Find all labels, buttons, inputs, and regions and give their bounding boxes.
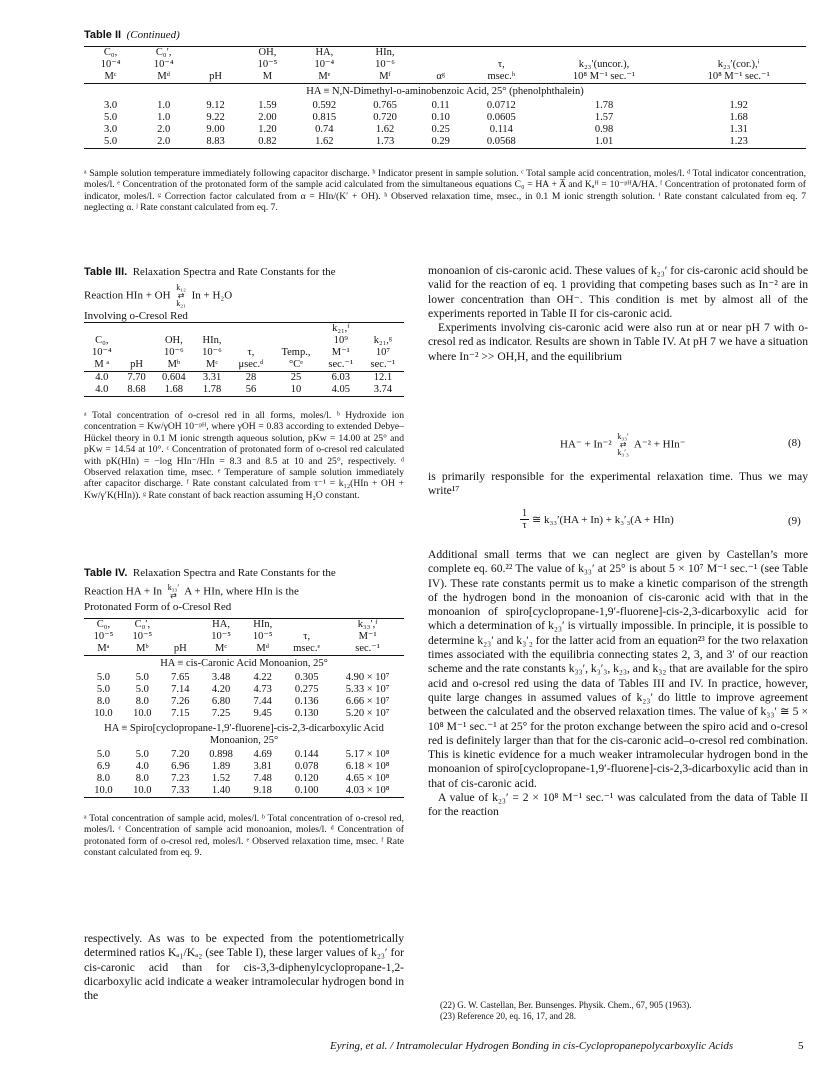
column-header bbox=[190, 47, 241, 60]
table-cell: 8.83 bbox=[206, 136, 225, 147]
table4-section1: HA ≡ cis-Caronic Acid Monoanion, 25° bbox=[160, 658, 328, 669]
table-cell: 8.68 bbox=[127, 384, 146, 395]
column-header: k₃₃′,ᶠ bbox=[357, 619, 378, 630]
column-header: 10⁻⁵ bbox=[93, 631, 114, 642]
column-header: sec.⁻¹ bbox=[355, 643, 380, 654]
table-cell: 9.00 bbox=[206, 124, 225, 135]
table-cell: 5.33 × 10⁷ bbox=[345, 684, 390, 695]
column-header: M⁻¹ bbox=[331, 347, 350, 358]
column-header: 10⁻⁶ bbox=[375, 59, 395, 70]
table-cell: 6.9 bbox=[96, 761, 111, 772]
table-cell: 10.0 bbox=[94, 708, 113, 719]
table-row bbox=[84, 684, 404, 696]
right-body-main bbox=[428, 548, 808, 820]
table-cell: 0.130 bbox=[294, 708, 319, 719]
column-header: M⁻¹ bbox=[358, 631, 377, 642]
table-row bbox=[84, 136, 806, 149]
column-header: Mᶜ bbox=[205, 359, 219, 370]
table2-section: HA ≡ N,N-Dimethyl-o-aminobenzoic Acid, 25° (phenolphthalein) bbox=[306, 86, 584, 97]
column-header: OH, bbox=[164, 335, 183, 346]
table-cell: 1.73 bbox=[375, 136, 395, 147]
right-body-top bbox=[428, 264, 808, 364]
table-cell: 8.0 bbox=[135, 696, 149, 707]
table-cell: 9.12 bbox=[206, 100, 225, 111]
table-cell: 5.17 × 10⁸ bbox=[345, 749, 390, 760]
column-header: k₂₁,ᶠ bbox=[332, 323, 350, 334]
table-cell: 0.82 bbox=[258, 136, 277, 147]
table-cell: 7.23 bbox=[171, 773, 190, 784]
column-header bbox=[415, 47, 466, 60]
table-cell: 9.45 bbox=[253, 708, 272, 719]
column-header: Mᶜ bbox=[215, 643, 228, 654]
table-cell: 6.96 bbox=[171, 761, 190, 772]
table-cell: 0.815 bbox=[312, 112, 337, 123]
table-cell: 1.68 bbox=[164, 384, 184, 395]
column-header: 10⁻⁶ bbox=[202, 347, 222, 358]
table-cell: 4.69 bbox=[253, 749, 272, 760]
table2-notes: ᵃ Sample solution temperature immediately following capacitor discharge. ᵇ Indicator present in sample solution. ᶜ Total sample acid concentration, moles/l. ᵈ Total indicator concentration, moles/l. ᵉ Concentration of the protonated form of the sample acid calculated from the simultaneous equations C₀ = HA + A̅ and Kₐᴴ = 10⁻ᵖᴴA/HA. ᶠ Concentration of protonated form of indicator, moles/l. ᵍ Correction factor calculated from α = HIn/(K′ + OH). ʰ Observed relaxation time, msec., in 0.1 M ionic strength solution. ⁱ Rate constant calculated from eq. 7 neglecting α. ʲ Rate constant calculated from eq. 7. bbox=[84, 168, 806, 214]
equation-9-number: (9) bbox=[788, 515, 801, 527]
table-cell: 7.25 bbox=[211, 708, 231, 719]
table-cell: 3.31 bbox=[202, 372, 222, 383]
table3 bbox=[84, 322, 404, 397]
column-header bbox=[194, 323, 230, 336]
column-header bbox=[272, 323, 320, 336]
column-header: 10⁻⁴ bbox=[100, 59, 121, 70]
column-header: 10⁻⁵ bbox=[132, 631, 153, 642]
table-cell: 8.0 bbox=[96, 696, 111, 707]
column-header: τ, bbox=[303, 631, 311, 642]
column-header: k₂₁,ᵍ bbox=[373, 335, 393, 346]
column-header: 10⁻⁴ bbox=[153, 59, 174, 70]
table-cell: 4.22 bbox=[253, 672, 272, 683]
column-header: Mᵈ bbox=[157, 71, 171, 82]
column-header bbox=[537, 47, 672, 60]
table-row bbox=[84, 708, 404, 720]
table-cell: 4.0 bbox=[95, 384, 109, 395]
column-header: C₀, bbox=[103, 47, 118, 58]
column-header bbox=[162, 631, 199, 643]
column-header: 10⁻⁶ bbox=[164, 347, 184, 358]
table-cell: 5.0 bbox=[96, 672, 111, 683]
column-header: 10⁻⁵ bbox=[252, 631, 273, 642]
column-header: k₂₃′(uncor.), bbox=[578, 59, 630, 70]
column-header: 10⁹ bbox=[333, 335, 348, 346]
table-cell: 7.44 bbox=[253, 696, 272, 707]
equation-8-number: (8) bbox=[788, 437, 801, 449]
table-cell: 5.0 bbox=[135, 672, 149, 683]
table-row bbox=[84, 696, 404, 708]
table-cell: 7.26 bbox=[171, 696, 190, 707]
table-cell: 4.03 × 10⁸ bbox=[345, 785, 390, 796]
table-cell: 1.01 bbox=[594, 136, 614, 147]
table-cell: 6.66 × 10⁷ bbox=[345, 696, 390, 707]
table-cell: 1.23 bbox=[729, 136, 748, 147]
table-cell: 1.89 bbox=[211, 761, 231, 772]
column-header: OH, bbox=[258, 47, 277, 58]
column-header bbox=[671, 47, 806, 60]
column-header bbox=[230, 323, 272, 336]
table-cell: 5.0 bbox=[135, 749, 149, 760]
table-cell: 2.00 bbox=[258, 112, 277, 123]
reference-23: (23) Reference 20, eq. 16, 17, and 28. bbox=[440, 1011, 576, 1021]
table-cell: 4.73 bbox=[253, 684, 272, 695]
table-cell: 0.136 bbox=[294, 696, 319, 707]
table-cell: 0.25 bbox=[431, 124, 450, 135]
table-cell: 1.20 bbox=[258, 124, 277, 135]
column-header: HIn, bbox=[202, 335, 222, 346]
table-row bbox=[84, 785, 404, 798]
table-cell: 0.0568 bbox=[486, 136, 516, 147]
table-cell: 0.114 bbox=[489, 124, 513, 135]
table-cell: 0.305 bbox=[294, 672, 319, 683]
column-header: Mᵉ bbox=[318, 71, 331, 82]
table-row bbox=[84, 761, 404, 773]
table-cell: 1.57 bbox=[594, 112, 614, 123]
column-header: M bbox=[262, 71, 273, 82]
column-header: C₀′, bbox=[134, 619, 151, 630]
column-header bbox=[120, 323, 154, 336]
table-cell: 1.31 bbox=[729, 124, 748, 135]
table-cell: 5.0 bbox=[104, 136, 118, 147]
column-header bbox=[230, 335, 272, 347]
table4-section2a: HA ≡ Spiro[cyclopropane-1,9′-fluorene]-cis-2,3-dicarboxylic Acid bbox=[104, 723, 384, 734]
table-cell: 5.20 × 10⁷ bbox=[345, 708, 390, 719]
table-cell: 56 bbox=[245, 384, 257, 395]
table-cell: 10 bbox=[290, 384, 302, 395]
table3-notes: ᵃ Total concentration of o-cresol red in all forms, moles/l. ᵇ Hydroxide ion concentration = Kw/γOH 10⁻ᵖᴴ, where γOH = 0.83 according to extended Debye–Hückel theory in 0.1 M ionic strength aqueous solution, pKw = 14.00 at 25° and pKw = 14.54 at 10°. ᶜ Concentration of protonated form of o-cresol red calculated with pK(HIn) = −log HIn⁻/HIn = 8.3 and 8.5 at 10 and 25°, respectively. ᵈ Observed relaxation time, msec. ᵉ Temperature of sample solution immediately after capacitor discharge. ᶠ Rate constant calculated from τ⁻¹ = k₁₂(HIn + OH + Kw/γ′K(HIn)). ᵍ Rate constant of back reaction assuming H₂O constant. bbox=[84, 410, 404, 501]
column-header bbox=[282, 619, 331, 632]
column-header bbox=[466, 47, 537, 60]
table-cell: 1.92 bbox=[729, 100, 748, 111]
column-header: Mᵇ bbox=[167, 359, 181, 370]
equation-9: 1 τ ≅ k₃₃′(HA + In) + k₃′₃(A + HIn) bbox=[522, 508, 674, 531]
table-cell: 4.05 bbox=[331, 384, 350, 395]
table-cell: 8.0 bbox=[135, 773, 149, 784]
column-header: k₂₃′(cor.),ⁱ bbox=[717, 59, 760, 70]
table-cell: 7.33 bbox=[171, 785, 190, 796]
column-header: Mᵈ bbox=[256, 643, 270, 654]
table-cell: 0.10 bbox=[431, 112, 450, 123]
table-cell: 4.65 × 10⁸ bbox=[345, 773, 390, 784]
column-header: Mᶜ bbox=[104, 71, 117, 82]
page-number: 5 bbox=[798, 1040, 804, 1052]
table-cell: 6.80 bbox=[211, 696, 231, 707]
table-cell: 0.120 bbox=[294, 773, 319, 784]
table-cell: 0.11 bbox=[431, 100, 450, 111]
reference-22: (22) G. W. Castellan, Ber. Bunsenges. Physik. Chem., 67, 905 (1963). bbox=[440, 1000, 692, 1010]
column-header: HIn, bbox=[253, 619, 273, 630]
column-header: τ, bbox=[497, 59, 505, 70]
column-header: sec.⁻¹ bbox=[370, 359, 396, 370]
table-cell: 4.90 × 10⁷ bbox=[345, 672, 390, 683]
table-cell: 2.0 bbox=[157, 136, 171, 147]
column-header bbox=[415, 59, 466, 71]
table-cell: 10.0 bbox=[94, 785, 113, 796]
table2-caption: Table II (Continued) bbox=[84, 29, 180, 41]
table-cell: 12.1 bbox=[373, 372, 393, 383]
table-cell: 3.81 bbox=[253, 761, 272, 772]
table-cell: 7.15 bbox=[171, 708, 190, 719]
column-header: msec.ᵉ bbox=[293, 643, 321, 654]
table-cell: 4.0 bbox=[95, 372, 109, 383]
column-header: 10⁻⁵ bbox=[257, 59, 278, 70]
column-header bbox=[154, 323, 195, 336]
column-header: Temp., bbox=[281, 347, 311, 358]
table-cell: 25 bbox=[290, 372, 302, 383]
table-cell: 0.0605 bbox=[486, 112, 516, 123]
table-cell: 1.62 bbox=[375, 124, 395, 135]
table-row bbox=[84, 672, 404, 684]
table-cell: 0.604 bbox=[162, 372, 186, 383]
column-header bbox=[84, 323, 120, 336]
table-cell: 7.70 bbox=[127, 372, 146, 383]
table-cell: 0.592 bbox=[312, 100, 337, 111]
table-cell: 0.078 bbox=[294, 761, 319, 772]
column-header: τ, bbox=[247, 347, 255, 358]
column-header: M ᵃ bbox=[94, 359, 110, 370]
table-cell: 3.0 bbox=[104, 124, 118, 135]
column-header: 10⁻⁴ bbox=[91, 347, 112, 358]
table-row bbox=[84, 372, 404, 385]
column-header bbox=[162, 619, 199, 632]
table-cell: 1.78 bbox=[202, 384, 222, 395]
column-header: pH bbox=[209, 71, 222, 82]
table-row bbox=[84, 124, 806, 136]
table-row bbox=[84, 773, 404, 785]
table-row bbox=[84, 112, 806, 124]
table-cell: 1.0 bbox=[157, 112, 171, 123]
table-cell: 7.65 bbox=[171, 672, 190, 683]
column-header: Mᵃ bbox=[97, 643, 110, 654]
column-header: 10⁸ M⁻¹ sec.⁻¹ bbox=[707, 71, 770, 82]
left-body-text: respectively. As was to be expected from the potentiometrically determined ratios Kₐ₁/Kₐ₂ (see Table I), these larger values of k₂₃′ for cis-caronic acid than for cis-3,3-diphenylcyclopropane-1,2-dicarboxylic acid indicate a weaker intramolecular hydrogen bond in the bbox=[84, 932, 404, 1003]
right-body-p3: is primarily responsible for the experimental relaxation time. Thus we may write¹⁷ bbox=[428, 470, 808, 498]
column-header: 10⁻⁵ bbox=[211, 631, 231, 642]
table-cell: 0.74 bbox=[315, 124, 334, 135]
table-cell: 0.98 bbox=[594, 124, 614, 135]
table-cell: 0.765 bbox=[373, 100, 397, 111]
table-cell: 9.22 bbox=[206, 112, 225, 123]
table-cell: 1.0 bbox=[157, 100, 171, 111]
table-cell: 1.68 bbox=[729, 112, 748, 123]
table-cell: 5.0 bbox=[135, 684, 149, 695]
table-cell: 0.275 bbox=[294, 684, 319, 695]
column-header: sec.⁻¹ bbox=[328, 359, 354, 370]
column-header bbox=[120, 347, 154, 359]
table-row bbox=[84, 100, 806, 112]
table-cell: 9.18 bbox=[253, 785, 272, 796]
table-cell: 5.0 bbox=[96, 749, 111, 760]
table-cell: 2.0 bbox=[157, 124, 171, 135]
paragraph: Additional small terms that we can neglect are given by Castellan’s more complete eq. 60.²² The value of k₃₃′ at 25° is about 5 × 10⁷ M⁻¹ sec.⁻¹ (see Table IV). These rate constants permit us to make a kinetic comparison of the strength of the hydrogen bond in the monoanion of cis-caronic acid with that in the monoanion of spiro[cyclopropane-1,9′-fluorene]-cis-2,3-dicarboxylic acid for which a determination of k₂₃′ is virtually impossible. In principle, it is possible to determine k₂₃′ and k₃′₂ for the latter acid from an equation²³ for the two relaxation times associated with the equilibria connecting states 2, 3, and 3′ of our reaction scheme and the rate constants k₃₃′, k₃′₃, k₂₃, and k₃₂ that are available for the spiro acid and o-cresol red using the data of Tables III and IV. In practice, however, quite large changes in assumed values of k₂₃′ do little to improve agreement between the calculated and the observed relaxation times. The value of k₃₃′ ≅ 5 × 10⁸ M⁻¹ sec.⁻¹ at 25° for the proton exchange between the spiro acid and o-cresol red is definitely larger than that for the cis-caronic acid–o-cresol red combination. This is kinetic evidence for a much weaker intramolecular hydrogen bond in the monoanion of spiro[cyclopropane-1,9′-fluorene]-cis-2,3-dicarboxylic acid than in that of cis-caronic acid. bbox=[428, 548, 808, 790]
column-header: C₀, bbox=[95, 335, 109, 346]
table-cell: 7.48 bbox=[253, 773, 272, 784]
table-cell: 1.62 bbox=[315, 136, 334, 147]
table4 bbox=[84, 618, 404, 798]
column-header: pH bbox=[173, 643, 187, 654]
table-cell: 3.0 bbox=[104, 100, 118, 111]
table-cell: 1.52 bbox=[211, 773, 231, 784]
table-cell: 0.720 bbox=[373, 112, 397, 123]
column-header bbox=[272, 335, 320, 347]
table-cell: 1.78 bbox=[594, 100, 614, 111]
table-cell: 4.0 bbox=[135, 761, 149, 772]
table-cell: 1.40 bbox=[211, 785, 231, 796]
table-cell: 5.0 bbox=[96, 684, 111, 695]
equation-8: HA⁻ + In⁻² k₃₃′ ⇄ k₃′₃ A⁻² + HIn⁻ bbox=[560, 432, 686, 457]
column-header: 10⁻⁴ bbox=[314, 59, 335, 70]
column-header: Mᶠ bbox=[379, 71, 391, 82]
column-header: HA, bbox=[212, 619, 230, 630]
table3-caption: Table III. Relaxation Spectra and Rate Constants for the Reaction HIn + OH k₁₂ ⇄ k₂₁ In + H₂O Involving o-Cresol Red bbox=[84, 266, 336, 322]
table2 bbox=[84, 46, 806, 149]
column-header: HIn, bbox=[375, 47, 395, 58]
table-row bbox=[84, 384, 404, 397]
table4-caption: Table IV. Relaxation Spectra and Rate Constants for the Reaction HA + In k₃₃′ ⇄ A + HIn, where HIn is the Protonated Form of o-Cresol Red bbox=[84, 567, 336, 613]
references bbox=[440, 1000, 808, 1022]
table-cell: 3.48 bbox=[211, 672, 231, 683]
table-cell: 4.20 bbox=[211, 684, 231, 695]
table-cell: 10.0 bbox=[133, 785, 152, 796]
table4-section2b: Monoanion, 25° bbox=[209, 735, 279, 746]
column-header bbox=[362, 323, 404, 336]
paragraph: Experiments involving cis-caronic acid were also run at or near pH 7 with o-cresol red as indicator. Results are shown in Table IV. At pH 7 we have a situation where In⁻² >> OH,H, and the equilibrium bbox=[428, 321, 808, 363]
column-header: pH bbox=[130, 359, 143, 370]
table-cell: 0.29 bbox=[431, 136, 450, 147]
column-header: msec.ʰ bbox=[487, 71, 516, 82]
table-cell: 6.03 bbox=[331, 372, 350, 383]
table-cell: 10.0 bbox=[133, 708, 152, 719]
column-header: Mᵇ bbox=[136, 643, 149, 654]
table-cell: 6.18 × 10⁸ bbox=[345, 761, 390, 772]
table-cell: 0.100 bbox=[294, 785, 319, 796]
running-footer: Eyring, et al. / Intramolecular Hydrogen Bonding in cis-Cyclopropanepolycarboxylic Acids bbox=[330, 1040, 734, 1052]
table-row bbox=[84, 749, 404, 761]
column-header bbox=[120, 335, 154, 347]
paragraph: A value of k₂₃′ = 2 × 10⁸ M⁻¹ sec.⁻¹ was calculated from the data of Table II for the reaction bbox=[428, 791, 808, 819]
table-cell: 8.0 bbox=[96, 773, 111, 784]
table-cell: 7.14 bbox=[171, 684, 190, 695]
table4-notes: ᵃ Total concentration of sample acid, moles/l. ᵇ Total concentration of o-cresol red, moles/l. ᶜ Concentration of sample acid monoanion, moles/l. ᵈ Concentration of protonated form of o-cresol red, moles/l. ᵉ Observed relaxation time, msec. ᶠ Rate constant calculated from eq. 9. bbox=[84, 813, 404, 859]
table-cell: 0.898 bbox=[209, 749, 233, 760]
table-cell: 7.20 bbox=[171, 749, 190, 760]
column-header: °Cᵉ bbox=[289, 359, 303, 370]
table-cell: 0.0712 bbox=[486, 100, 516, 111]
column-header: αᵍ bbox=[436, 71, 445, 82]
column-header: HA, bbox=[315, 47, 334, 58]
column-header: C₀, bbox=[96, 619, 111, 630]
column-header: 10⁸ M⁻¹ sec.⁻¹ bbox=[572, 71, 636, 82]
column-header: C₀′, bbox=[155, 47, 172, 58]
column-header: 10⁷ bbox=[375, 347, 390, 358]
table-cell: 3.74 bbox=[373, 384, 393, 395]
table-cell: 1.59 bbox=[258, 100, 277, 111]
column-header bbox=[190, 59, 241, 71]
table-cell: 5.0 bbox=[104, 112, 118, 123]
column-header: μsec.ᵈ bbox=[238, 359, 264, 370]
paragraph: monoanion of cis-caronic acid. These values of k₂₃′ for cis-caronic acid should be valid for the reaction of eq. 1 providing that competing bases such as In⁻² are in lower concentration than OH⁻. This condition is met by almost all of the experiments reported in Table II for cis-caronic acid. bbox=[428, 264, 808, 320]
table-cell: 0.144 bbox=[294, 749, 319, 760]
table-cell: 28 bbox=[245, 372, 257, 383]
